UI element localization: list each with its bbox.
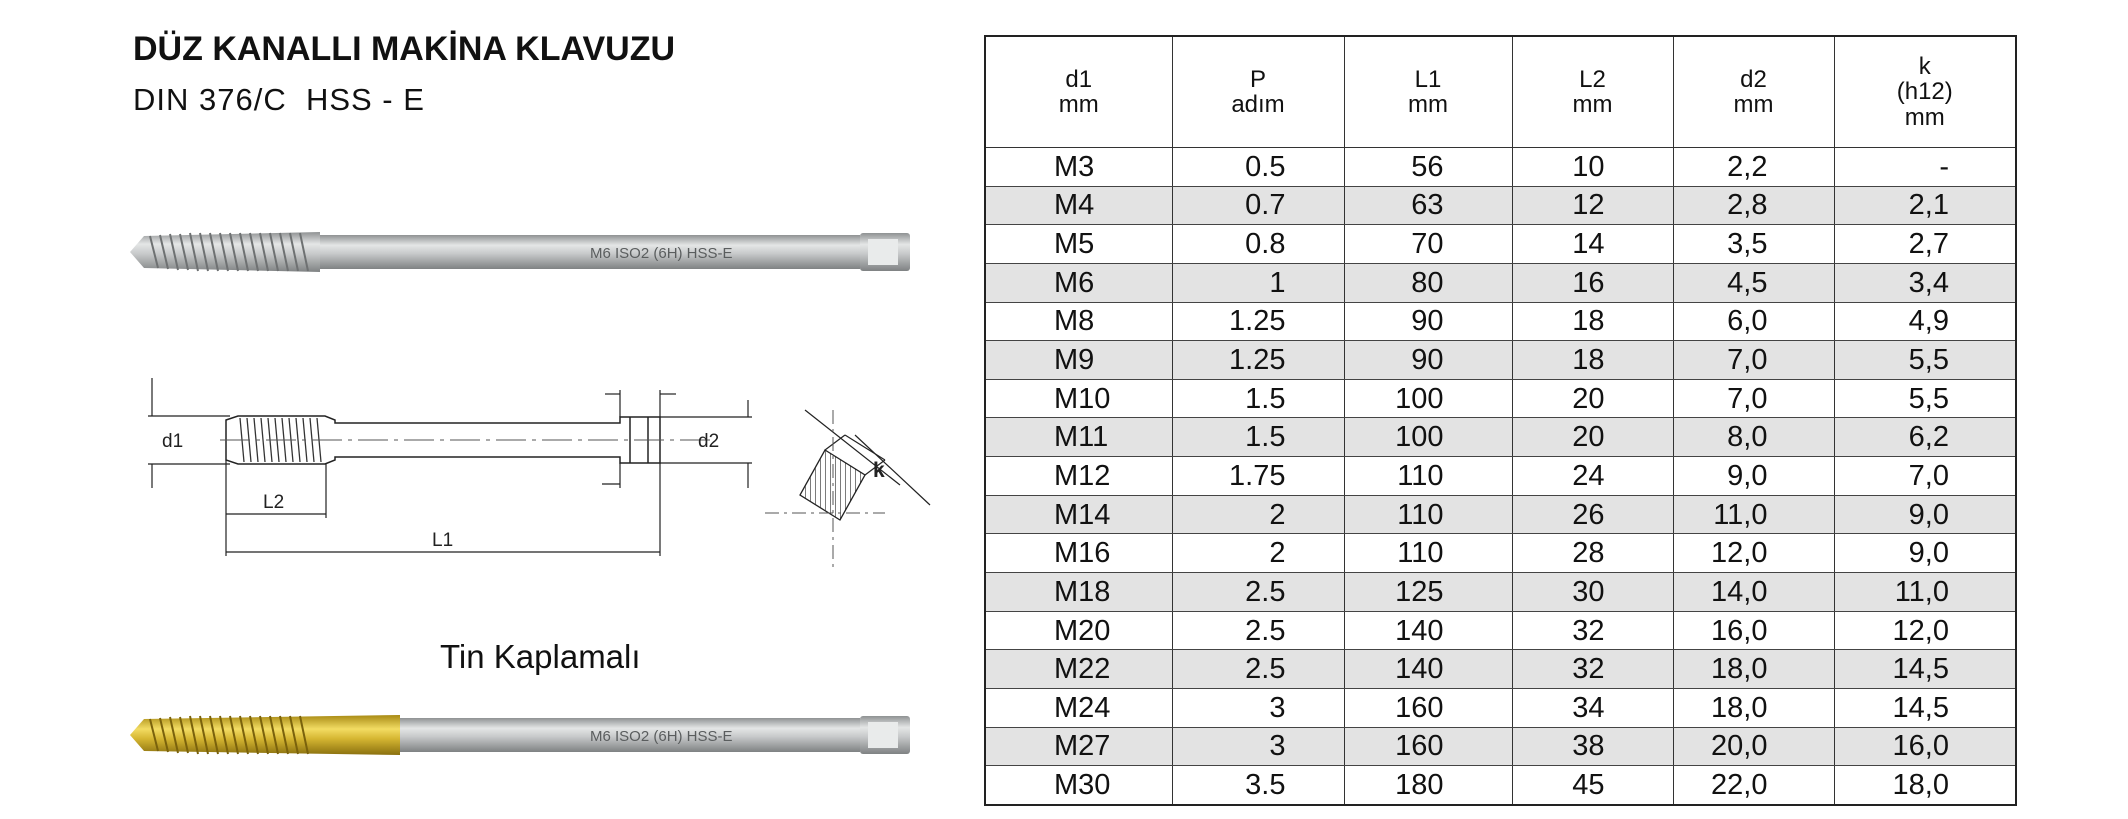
cell-l2: 32 bbox=[1512, 611, 1673, 650]
cell-d1: M10 bbox=[985, 379, 1172, 418]
cell-l1: 70 bbox=[1344, 225, 1512, 264]
cell-k: 14,5 bbox=[1834, 650, 2016, 689]
cell-l1: 56 bbox=[1344, 148, 1512, 187]
table-row bbox=[985, 263, 2016, 302]
cell-l2: 12 bbox=[1512, 186, 1673, 225]
cell-d1: M14 bbox=[985, 495, 1172, 534]
cell-k: 12,0 bbox=[1834, 611, 2016, 650]
header-d2: d2 mm bbox=[1673, 36, 1834, 148]
cell-l2: 10 bbox=[1512, 148, 1673, 187]
cell-pitch: 2.5 bbox=[1172, 650, 1344, 689]
cell-d1: M16 bbox=[985, 534, 1172, 573]
hss-tap-image bbox=[130, 222, 930, 282]
tap-dimension-drawing bbox=[120, 360, 760, 580]
cell-k: 3,4 bbox=[1834, 263, 2016, 302]
table-row bbox=[985, 727, 2016, 766]
cell-d1: M27 bbox=[985, 727, 1172, 766]
header-k: k (h12) mm bbox=[1834, 36, 2016, 148]
cell-k: 11,0 bbox=[1834, 573, 2016, 612]
cell-l1: 160 bbox=[1344, 727, 1512, 766]
cell-d2: 18,0 bbox=[1673, 688, 1834, 727]
cell-pitch: 3 bbox=[1172, 688, 1344, 727]
tin-coated-label: Tin Kaplamalı bbox=[440, 638, 641, 675]
cell-k: 6,2 bbox=[1834, 418, 2016, 457]
svg-text:L1: L1 bbox=[432, 530, 454, 551]
cell-pitch: 1 bbox=[1172, 263, 1344, 302]
cell-l2: 18 bbox=[1512, 341, 1673, 380]
cell-d1: M18 bbox=[985, 573, 1172, 612]
table-row bbox=[985, 302, 2016, 341]
cell-l2: 34 bbox=[1512, 688, 1673, 727]
cell-d2: 6,0 bbox=[1673, 302, 1834, 341]
cell-l1: 100 bbox=[1344, 379, 1512, 418]
header-l1: L1 mm bbox=[1344, 36, 1512, 148]
table-row bbox=[985, 611, 2016, 650]
tin-coated-tap-image bbox=[130, 705, 930, 765]
table-row bbox=[985, 495, 2016, 534]
cell-pitch: 3 bbox=[1172, 727, 1344, 766]
cell-pitch: 1.25 bbox=[1172, 302, 1344, 341]
cell-l2: 20 bbox=[1512, 379, 1673, 418]
cell-d1: M24 bbox=[985, 688, 1172, 727]
cell-d1: M5 bbox=[985, 225, 1172, 264]
svg-text:k: k bbox=[873, 459, 885, 482]
svg-text:M6 ISO2 (6H) HSS-E: M6 ISO2 (6H) HSS-E bbox=[590, 728, 733, 745]
cell-l1: 140 bbox=[1344, 650, 1512, 689]
cell-k: - bbox=[1834, 148, 2016, 187]
cell-l2: 18 bbox=[1512, 302, 1673, 341]
cell-l2: 45 bbox=[1512, 766, 1673, 805]
cell-k: 18,0 bbox=[1834, 766, 2016, 805]
cell-pitch: 3.5 bbox=[1172, 766, 1344, 805]
cell-l2: 26 bbox=[1512, 495, 1673, 534]
cell-k: 9,0 bbox=[1834, 534, 2016, 573]
cell-d1: M11 bbox=[985, 418, 1172, 457]
table-row bbox=[985, 650, 2016, 689]
cell-pitch: 1.25 bbox=[1172, 341, 1344, 380]
cell-pitch: 2 bbox=[1172, 534, 1344, 573]
svg-text:L2: L2 bbox=[263, 492, 285, 513]
table-row bbox=[985, 534, 2016, 573]
table-row bbox=[985, 418, 2016, 457]
cell-d2: 8,0 bbox=[1673, 418, 1834, 457]
cell-pitch: 1.5 bbox=[1172, 418, 1344, 457]
cell-d2: 3,5 bbox=[1673, 225, 1834, 264]
table-header-row bbox=[985, 36, 2016, 148]
cell-l1: 160 bbox=[1344, 688, 1512, 727]
cell-l2: 28 bbox=[1512, 534, 1673, 573]
page-title: DÜZ KANALLI MAKİNA KLAVUZU bbox=[133, 30, 676, 68]
svg-text:M6 ISO2 (6H) HSS-E: M6 ISO2 (6H) HSS-E bbox=[590, 245, 733, 262]
cell-d1: M4 bbox=[985, 186, 1172, 225]
cell-l2: 14 bbox=[1512, 225, 1673, 264]
cell-l1: 110 bbox=[1344, 457, 1512, 496]
table-row bbox=[985, 379, 2016, 418]
cell-l2: 38 bbox=[1512, 727, 1673, 766]
table-row bbox=[985, 148, 2016, 187]
cell-d1: M3 bbox=[985, 148, 1172, 187]
cell-l1: 80 bbox=[1344, 263, 1512, 302]
cell-d1: M30 bbox=[985, 766, 1172, 805]
cell-l1: 140 bbox=[1344, 611, 1512, 650]
cell-d2: 16,0 bbox=[1673, 611, 1834, 650]
cell-pitch: 0.8 bbox=[1172, 225, 1344, 264]
cell-d2: 22,0 bbox=[1673, 766, 1834, 805]
cell-l1: 110 bbox=[1344, 495, 1512, 534]
cell-pitch: 1.75 bbox=[1172, 457, 1344, 496]
cell-d2: 2,2 bbox=[1673, 148, 1834, 187]
cell-l2: 30 bbox=[1512, 573, 1673, 612]
cell-k: 4,9 bbox=[1834, 302, 2016, 341]
cell-pitch: 2.5 bbox=[1172, 573, 1344, 612]
cell-k: 7,0 bbox=[1834, 457, 2016, 496]
cell-d2: 11,0 bbox=[1673, 495, 1834, 534]
cell-l1: 63 bbox=[1344, 186, 1512, 225]
cell-k: 2,7 bbox=[1834, 225, 2016, 264]
cell-k: 14,5 bbox=[1834, 688, 2016, 727]
svg-text:d2: d2 bbox=[698, 431, 720, 452]
cell-l1: 125 bbox=[1344, 573, 1512, 612]
cell-d2: 14,0 bbox=[1673, 573, 1834, 612]
square-section-diagram bbox=[765, 405, 945, 585]
cell-l2: 32 bbox=[1512, 650, 1673, 689]
cell-l2: 20 bbox=[1512, 418, 1673, 457]
table-row bbox=[985, 341, 2016, 380]
cell-d2: 9,0 bbox=[1673, 457, 1834, 496]
cell-d2: 18,0 bbox=[1673, 650, 1834, 689]
cell-d2: 20,0 bbox=[1673, 727, 1834, 766]
cell-l1: 180 bbox=[1344, 766, 1512, 805]
cell-l1: 90 bbox=[1344, 302, 1512, 341]
cell-d2: 2,8 bbox=[1673, 186, 1834, 225]
table-row bbox=[985, 573, 2016, 612]
cell-l1: 100 bbox=[1344, 418, 1512, 457]
table-row bbox=[985, 186, 2016, 225]
cell-l2: 16 bbox=[1512, 263, 1673, 302]
tap-dimensions-table bbox=[984, 35, 2017, 806]
header-l2: L2 mm bbox=[1512, 36, 1673, 148]
cell-d2: 4,5 bbox=[1673, 263, 1834, 302]
cell-d1: M9 bbox=[985, 341, 1172, 380]
cell-pitch: 2.5 bbox=[1172, 611, 1344, 650]
table-row bbox=[985, 225, 2016, 264]
cell-k: 16,0 bbox=[1834, 727, 2016, 766]
cell-k: 5,5 bbox=[1834, 341, 2016, 380]
cell-pitch: 1.5 bbox=[1172, 379, 1344, 418]
cell-d2: 7,0 bbox=[1673, 341, 1834, 380]
cell-l2: 24 bbox=[1512, 457, 1673, 496]
cell-d2: 12,0 bbox=[1673, 534, 1834, 573]
cell-d1: M12 bbox=[985, 457, 1172, 496]
cell-k: 5,5 bbox=[1834, 379, 2016, 418]
table-row bbox=[985, 688, 2016, 727]
table-row bbox=[985, 457, 2016, 496]
cell-pitch: 2 bbox=[1172, 495, 1344, 534]
cell-k: 9,0 bbox=[1834, 495, 2016, 534]
header-d1: d1 mm bbox=[985, 36, 1172, 148]
cell-pitch: 0.5 bbox=[1172, 148, 1344, 187]
cell-k: 2,1 bbox=[1834, 186, 2016, 225]
cell-l1: 90 bbox=[1344, 341, 1512, 380]
cell-l1: 110 bbox=[1344, 534, 1512, 573]
svg-text:d1: d1 bbox=[162, 431, 184, 452]
cell-d1: M22 bbox=[985, 650, 1172, 689]
header-pitch: P adım bbox=[1172, 36, 1344, 148]
cell-d1: M8 bbox=[985, 302, 1172, 341]
cell-pitch: 0.7 bbox=[1172, 186, 1344, 225]
standard-subtitle: DIN 376/C HSS - E bbox=[133, 82, 425, 117]
cell-d2: 7,0 bbox=[1673, 379, 1834, 418]
cell-d1: M20 bbox=[985, 611, 1172, 650]
table-row bbox=[985, 766, 2016, 805]
cell-d1: M6 bbox=[985, 263, 1172, 302]
